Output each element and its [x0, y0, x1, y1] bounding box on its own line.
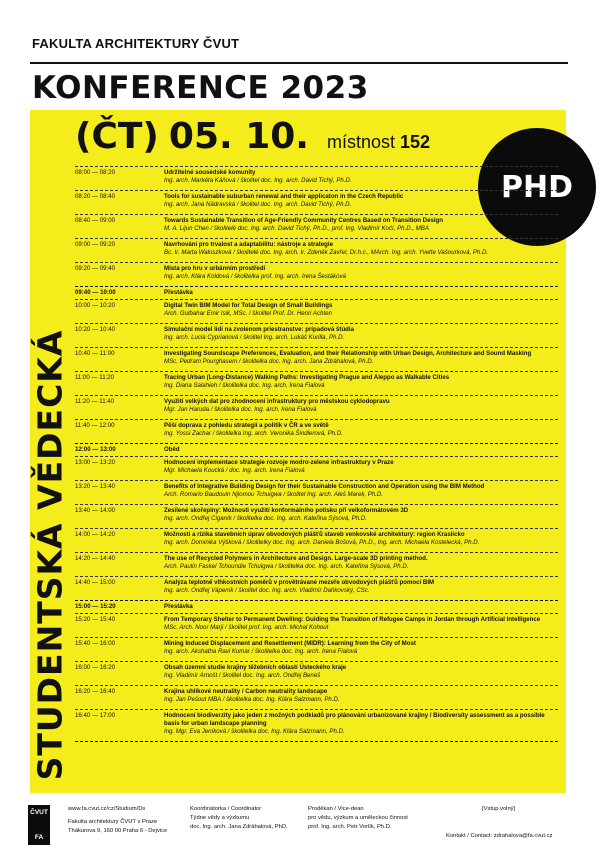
schedule-row	[75, 371, 558, 395]
session-time: 13:40 — 14:00	[75, 507, 115, 514]
footer-contact-block	[446, 832, 552, 841]
room-label: místnost	[326, 132, 396, 152]
session-authors: Ing. Mgr. Eva Jeníková / školitelka doc. Ing. Klára Salzmann, Ph.D.	[164, 728, 345, 735]
date-label: 05. 10.	[168, 116, 309, 157]
session-time: 10:40 — 11:00	[75, 350, 115, 357]
session-title: Přestávka	[164, 289, 193, 296]
schedule-row	[75, 262, 558, 286]
session-authors: Mgr. Jan Haruda / školitelka doc. Ing. arch. Irena Fialová	[164, 406, 317, 413]
session-authors: Bc. Ir. Marta Waloszková / školitelé doc. Ing. arch. Ir. Zdeněk Zavřel, Dr.h.c., MArch. Ing. arch. Yvette Vašourková, Ph.D.	[164, 249, 489, 256]
session-title: Hodnocení implementace strategie rozvoje modro-zelené infrastruktury v Praze	[164, 459, 394, 466]
footer-address: Thákurova 9, 160 00 Praha 6 - Dejvice	[68, 828, 168, 834]
vertical-title: STUDENTSKÁ VĚDECKÁ	[30, 329, 70, 781]
schedule-row	[75, 347, 558, 371]
session-content	[164, 459, 558, 475]
session-authors: Ing. arch. Klára Koldová / školitelka prof. Ing. arch. Irena Šestáková	[164, 273, 346, 280]
session-content	[164, 446, 558, 454]
session-content	[164, 664, 558, 680]
schedule-row	[75, 456, 558, 480]
session-title: Možnosti a rizika stavebních úprav obvodových plášťů staveb venkovské architektury: region Kraslicko	[164, 531, 465, 538]
session-content	[164, 326, 558, 342]
session-time: 11:40 — 12:00	[75, 422, 115, 429]
session-authors: Arch. Paulin Faskel Tchoundie Tchuigwa / školitelka doc. Ing. arch. Kateřina Sýsová, Ph.D.	[164, 563, 409, 570]
session-content	[164, 712, 558, 736]
session-authors: Ing. Vladimír Arnošt / školitel doc. Ing. arch. Ondřej Beneš	[164, 672, 321, 679]
schedule-row	[75, 299, 558, 323]
date-line	[75, 116, 430, 166]
schedule-row	[75, 576, 558, 600]
session-content	[164, 579, 558, 595]
day-label: (ČT)	[75, 116, 159, 157]
session-time: 10:00 — 10:20	[75, 302, 115, 309]
schedule-row	[75, 552, 558, 576]
schedule-row	[75, 528, 558, 552]
footer-coord-label: Koordinátorka / Coordinator	[190, 806, 262, 812]
session-time: 10:20 — 10:40	[75, 326, 115, 333]
session-content	[164, 483, 558, 499]
logo-bottom: FA	[34, 834, 44, 841]
session-time: 11:20 — 11:40	[75, 398, 115, 405]
session-time: 14:40 — 15:00	[75, 579, 115, 586]
session-title: Přestávka	[164, 603, 193, 610]
schedule	[75, 166, 558, 742]
session-title: Oběd	[164, 446, 180, 453]
footer-dean-block	[308, 805, 408, 832]
session-title: Tracing Urban (Long-Distance) Walking Paths: Investigating Prague and Aleppo as Walkable Cities	[164, 374, 450, 381]
vertical-title-wrap	[28, 330, 72, 780]
footer-dean-area: pro vědu, výzkum a uměleckou činnost	[308, 815, 408, 821]
schedule-row	[75, 661, 558, 685]
session-content	[164, 217, 558, 233]
session-authors: MSc. Pedram Pourghasem / školitelka doc. Ing. arch. Jana Zdráhalová, Ph.D.	[164, 358, 374, 365]
session-title: Místa pro hru v urbánním prostředí	[164, 265, 266, 272]
session-authors: Ing. Jan Pešout MBA / školitelka doc. Ing. Klára Salzmann, Ph.D.	[164, 696, 340, 703]
session-authors: Arch. Romario Baudouin Njiomou Tchuigwa / školitel Ing. arch. Aleš Marek, Ph.D.	[164, 491, 384, 498]
session-title: Towards Sustainable Transition of Age-Friendly Community Centres Based on Transition Design	[164, 217, 443, 224]
session-title: Benefits of Integrative Building Design for their Sustainable Construction and Operation using the BIM Method	[164, 483, 485, 490]
session-authors: Ing. arch. Dominika Výšková / školitelky doc. Ing. arch. Daniela Bošová, Ph.D., Ing. arch. Michaela Kostelecká, Ph.D.	[164, 539, 480, 546]
session-time: 13:20 — 13:40	[75, 483, 115, 490]
session-authors: Ing. arch. Ondřej Ciganík / školitelka doc. Ing. arch. Kateřina Sýsová, Ph.D.	[164, 515, 367, 522]
session-content	[164, 241, 558, 257]
session-time: 09:20 — 09:40	[75, 265, 115, 272]
schedule-row	[75, 637, 558, 661]
footer-dean-name: prof. Ing. arch. Petr Vorlík, Ph.D.	[308, 824, 392, 830]
session-content	[164, 507, 558, 523]
conference-title: KONFERENCE 2023	[32, 70, 369, 106]
footer-org: Fakulta architektury ČVUT v Praze	[68, 819, 158, 825]
schedule-break-row	[75, 286, 558, 299]
session-time: 14:00 — 14:20	[75, 531, 115, 538]
session-title: Obsah územní studie krajiny těžebních oblastí Ústeckého kraje	[164, 664, 347, 671]
schedule-row	[75, 323, 558, 347]
session-title: From Temporary Shelter to Permanent Dwelling: Guiding the Transition of Refugee Camps in Jordan through Artificial Intelligence	[164, 616, 541, 623]
footer	[0, 805, 600, 849]
session-authors: Ing. Yossi Zachar / školitelka Ing. arch. Veronika Šindlerová, Ph.D.	[164, 430, 343, 437]
session-title: Udržitelné sousedské komunity	[164, 169, 256, 176]
session-time: 15:00 — 15:20	[75, 603, 116, 610]
session-time: 08:20 — 08:40	[75, 193, 115, 200]
session-title: Tools for sustainable suburban renewal and their applicaton in the Czech Republic	[164, 193, 404, 200]
session-content	[164, 422, 558, 438]
footer-url[interactable]: www.fa.cvut.cz/cz/Studium/Ds	[68, 806, 146, 812]
session-time: 16:40 — 17:00	[75, 712, 115, 719]
session-authors: Ing. arch. Lucia Cyprianová / školitel Ing. arch. Lukáš Kurilla, Ph.D.	[164, 334, 345, 341]
session-content	[164, 374, 558, 390]
footer-address-block	[68, 805, 167, 836]
schedule-end-rule	[75, 741, 558, 742]
footer-entry-block	[482, 805, 515, 814]
session-title: Simulační model lidí na zvolenom priestranstve: prípadová štúdia	[164, 326, 354, 333]
session-content	[164, 398, 558, 414]
schedule-row	[75, 395, 558, 419]
session-time: 09:40 — 10:00	[75, 289, 116, 296]
session-time: 16:20 — 16:40	[75, 688, 115, 695]
session-content	[164, 193, 558, 209]
session-content	[164, 289, 558, 297]
session-authors: Ing. arch. Jana Nádravská / školitel doc. Ing. arch. David Tichý, Ph.D.	[164, 201, 352, 208]
session-authors: M. A. Lijun Chen / školitelé doc. Ing. arch. David Tichý, Ph.D., prof. Ing. Vladimír Kočí, Ph.D., MBA	[164, 225, 429, 232]
faculty-name: FAKULTA ARCHITEKTURY ČVUT	[32, 36, 240, 51]
footer-coordinator-block	[190, 805, 288, 832]
footer-coord-name: doc. Ing. arch. Jana Zdráhalová, PhD.	[190, 824, 288, 830]
footer-entry: [Vstup volný]	[482, 806, 516, 812]
session-title: Analýza teplotně vlhkostních poměrů v provětrávané mezeře obvodových plášťů pomocí BIM	[164, 579, 435, 586]
session-content	[164, 603, 558, 611]
schedule-row	[75, 685, 558, 709]
session-authors: Ing. arch. Ondřej Vápeník / školitel doc. Ing. arch. Vladimír Daňkovský, CSc.	[164, 587, 370, 594]
session-time: 12:00 — 13:00	[75, 446, 116, 453]
session-title: The use of Recycled Polymers in Architecture and Design. Large-scale 3D printing method.	[164, 555, 428, 562]
session-title: Krajina uhlíkové neutrality / Carbon neutrality landscape	[164, 688, 328, 695]
session-title: Zesílené skořepiny: Možnosti využití konformálního potisku při velkoformátovém 3D	[164, 507, 409, 514]
footer-coord-team: Týdne vědy a výzkumu	[190, 815, 250, 821]
footer-dean-label: Proděkan / Vice-dean	[308, 806, 364, 812]
schedule-row	[75, 166, 558, 190]
session-time: 13:00 — 13:20	[75, 459, 115, 466]
session-authors: MSc. Arch. Noor Marji / školitel prof. Ing. arch. Michal Kohout	[164, 624, 329, 631]
session-title: Navrhování pro trvalost a adaptabilitu: nástroje a strategie	[164, 241, 333, 248]
session-title: Mining Induced Displacement and Resettlement (MIDR): Learning from the City of Most	[164, 640, 416, 647]
session-content	[164, 302, 558, 318]
session-time: 14:20 — 14:40	[75, 555, 115, 562]
schedule-row	[75, 238, 558, 262]
session-content	[164, 555, 558, 571]
session-content	[164, 640, 558, 656]
session-time: 08:00 — 08:20	[75, 169, 115, 176]
session-time: 16:00 — 16:20	[75, 664, 115, 671]
schedule-row	[75, 504, 558, 528]
schedule-row	[75, 613, 558, 637]
schedule-break-row	[75, 600, 558, 613]
schedule-row	[75, 419, 558, 443]
phd-badge: PHD	[478, 128, 596, 246]
session-title: Digital Twin BIM Model for Total Design of Small Buildings	[164, 302, 333, 309]
session-title: Investigating Soundscape Preferences, Evaluation, and their Relationship with Urban Design, Architecture and Sound Masking	[164, 350, 532, 357]
session-authors: Ing. arch. Markéta Káňová / školitel doc. Ing. arch. David Tichý, Ph.D.	[164, 177, 352, 184]
schedule-row	[75, 480, 558, 504]
session-authors: Ing. arch. Akshatha Ravi Kumar / školitelka doc. Ing. arch. Irena Fialová	[164, 648, 358, 655]
schedule-break-row	[75, 443, 558, 456]
cvut-logo	[28, 805, 50, 845]
session-authors: Mgr. Michaela Koucká / doc. Ing. arch. Irena Fialová	[164, 467, 305, 474]
session-content	[164, 616, 558, 632]
session-title: Pěší doprava z pohledu strategií a politik v ČR a ve světě	[164, 422, 329, 429]
session-time: 09:00 — 09:20	[75, 241, 115, 248]
divider	[30, 62, 568, 64]
logo-top: ČVUT	[30, 809, 48, 816]
schedule-row	[75, 190, 558, 214]
footer-contact[interactable]: Kontakt / Contact: zdrahalova@fa.cvut.cz	[446, 833, 553, 839]
session-time: 15:20 — 15:40	[75, 616, 115, 623]
session-time: 11:00 — 11:20	[75, 374, 115, 381]
room-number: 152	[400, 132, 431, 152]
session-content	[164, 265, 558, 281]
session-title: Hodnocení biodiverzity jako jeden z možných podkladů pro plánování urbanizované krajiny / Biodiversity assessment as a possible basis for urban landscape planning	[164, 712, 545, 727]
schedule-row	[75, 214, 558, 238]
session-title: Využití velkých dat pro zhodnocení infrastruktury pro městskou cyklodopravu	[164, 398, 390, 405]
session-content	[164, 688, 558, 704]
session-time: 08:40 — 09:00	[75, 217, 115, 224]
schedule-row	[75, 709, 558, 741]
session-time: 15:40 — 16:00	[75, 640, 115, 647]
session-authors: Arch. Gulbahar Emir Isik, MSc. / školitel Prof. Dr. Henri Achten	[164, 310, 332, 317]
session-content	[164, 350, 558, 366]
session-authors: Ing. Diana Salahieh / školitelka doc. Ing. arch. Irena Fialová	[164, 382, 325, 389]
session-content	[164, 169, 558, 185]
session-content	[164, 531, 558, 547]
